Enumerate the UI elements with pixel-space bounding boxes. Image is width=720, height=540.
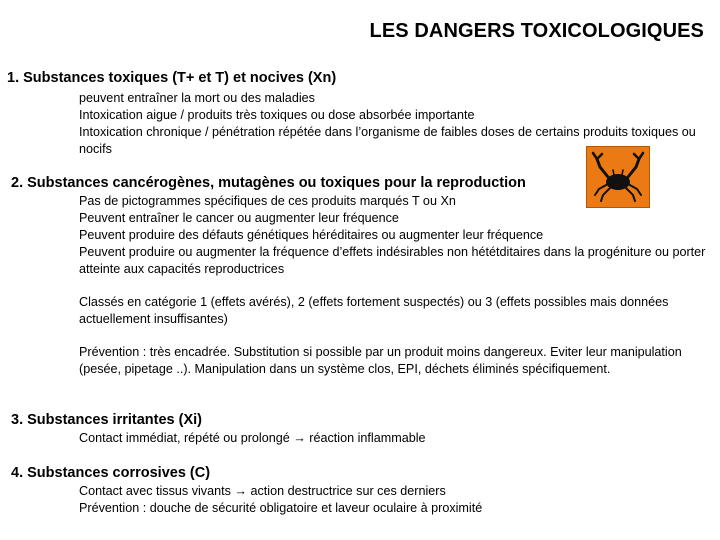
section-1-line: Intoxication chronique / pénétration répétée dans l’organisme de faibles doses de certains produits toxiques ou nocifs [79, 125, 696, 156]
section-4-body [79, 483, 715, 517]
section-3-body [79, 430, 715, 447]
section-2-paragraph: Classés en catégorie 1 (effets avérés), 2 (effets fortement suspectés) ou 3 (effets possibles mais données actuellement insuffisantes) [79, 295, 669, 326]
section-2-line: Peuvent entraîner le cancer ou augmenter leur fréquence [79, 211, 399, 225]
section-4-line: Contact avec tissus vivants → action destructrice sur ces derniers [79, 484, 446, 498]
section-3-heading: 3. Substances irritantes (Xi) [11, 412, 202, 428]
section-4-heading: 4. Substances corrosives (C) [11, 465, 211, 481]
section-2-body [79, 193, 715, 378]
section-2-paragraph: Prévention : très encadrée. Substitution si possible par un produit moins dangereux. Eviter leur manipulation (pesée, pipetage ..). Manipulation dans un système clos, EPI, déchets éliminés spécifiquement. [79, 345, 682, 376]
section-2-line: Peuvent produire ou augmenter la fréquence d’effets indésirables non hététditaires dans la progéniture ou porter atteinte aux capacités reproductrices [79, 245, 706, 276]
section-1-line: Intoxication aigue / produits très toxiques ou dose absorbée importante [79, 108, 475, 122]
section-2-line: Peuvent produire des défauts génétiques héréditaires ou augmenter leur fréquence [79, 228, 544, 242]
section-3-line: Contact immédiat, répété ou prolongé → réaction inflammable [79, 431, 426, 445]
section-1-line: peuvent entraîner la mort ou des maladies [79, 91, 315, 105]
section-2-line: Pas de pictogrammes spécifiques de ces produits marqués T ou Xn [79, 194, 456, 208]
page-title: LES DANGERS TOXICOLOGIQUES [369, 20, 704, 42]
section-2-heading: 2. Substances cancérogènes, mutagènes ou toxiques pour la reproduction [11, 175, 526, 191]
section-1-heading: 1. Substances toxiques (T+ et T) et nocives (Xn) [7, 70, 337, 86]
section-4-line: Prévention : douche de sécurité obligatoire et laveur oculaire à proximité [79, 501, 483, 515]
